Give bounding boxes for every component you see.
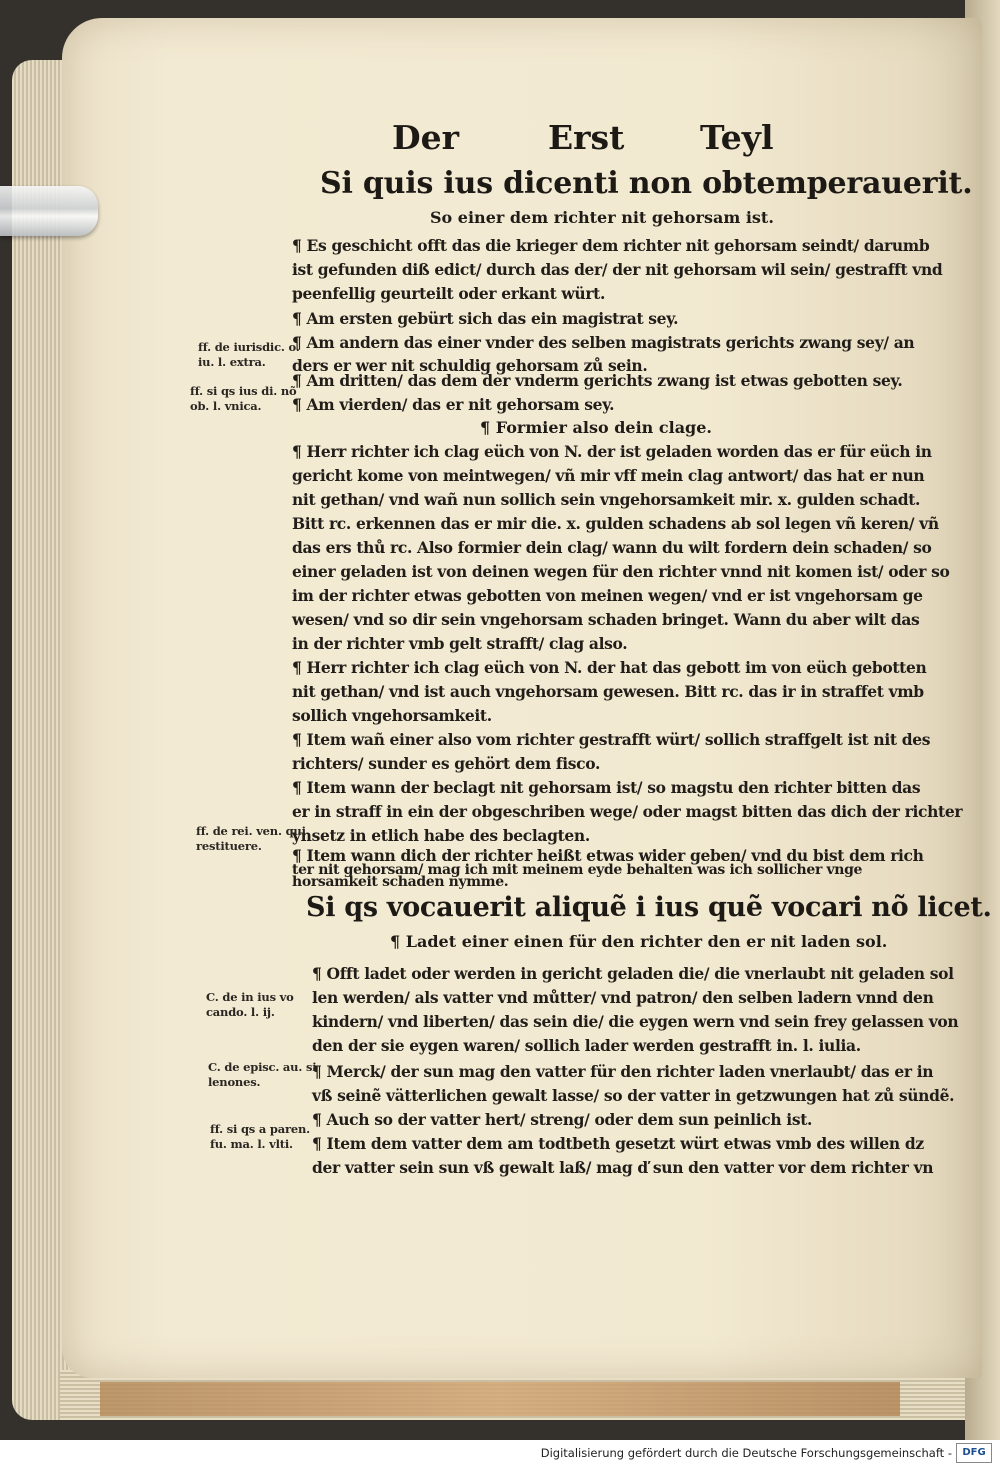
text-line: ¶ Item wann dich der richter heißt etwas wider geben/ vnd du bist dem rich xyxy=(292,846,924,865)
text-line: nit gethan/ vnd wañ nun sollich sein vngehorsamkeit mir. x. gulden schadt. xyxy=(292,490,921,509)
text-line: im der richter etwas gebotten von meinen wegen/ vnd er ist vngehorsam ge xyxy=(292,586,923,605)
text-line: peenfellig geurteilt oder erkant würt. xyxy=(292,284,606,303)
margin-note: C. de in ius vo xyxy=(206,990,294,1004)
text-line: kindern/ vnd liberten/ das sein die/ die eygen wern vnd sein frey gelassen von xyxy=(312,1012,959,1031)
text-line: wesen/ vnd so dir sein vngehorsam schaden bringet. Wann du aber wilt das xyxy=(292,610,920,629)
text-line: ¶ Es geschicht offt das die krieger dem richter nit gehorsam seindt/ darumb xyxy=(292,236,930,255)
page-clamp xyxy=(0,186,98,236)
margin-note: ff. si qs ius di. nõ xyxy=(190,384,297,398)
section1-title: Si quis ius dicenti non obtemperauerit. xyxy=(320,166,973,201)
text-line: in der richter vmb gelt strafft/ clag also. xyxy=(292,634,628,653)
text-line: ¶ Offt ladet oder werden in gericht geladen die/ die vnerlaubt nit geladen sol xyxy=(312,964,954,983)
book-cover-strip xyxy=(100,1382,900,1416)
text-line: der vatter sein sun vß gewalt laß/ mag ď sun den vatter vor dem richter vn xyxy=(312,1158,934,1177)
margin-note: C. de episc. au. si xyxy=(208,1060,317,1074)
running-header xyxy=(0,118,1000,166)
text-line: ¶ Item wann der beclagt nit gehorsam ist/ so magstu den richter bitten das xyxy=(292,778,921,797)
text-line: Bitt rc. erkennen das er mir die. x. gulden schadens ab sol legen vñ keren/ vñ xyxy=(292,514,939,533)
header-middle: Erst xyxy=(548,118,625,157)
margin-note: ob. l. vnica. xyxy=(190,399,262,413)
text-line: ¶ Item dem vatter dem am todtbeth gesetzt würt etwas vmb des willen dz xyxy=(312,1134,924,1153)
section2-subtitle: ¶ Ladet einer einen für den richter den er nit laden sol. xyxy=(390,932,888,951)
margin-note: restituere. xyxy=(196,839,262,853)
text-line: ist gefunden diß edict/ durch das der/ der nit gehorsam wil sein/ gestrafft vnd xyxy=(292,260,943,279)
text-line: nit gethan/ vnd ist auch vngehorsam gewesen. Bitt rc. das ir in straffet vmb xyxy=(292,682,924,701)
text-line: den der sie eygen waren/ sollich lader werden gestrafft in. l. iulia. xyxy=(312,1036,861,1055)
dfg-logo: DFG xyxy=(956,1443,992,1463)
text-line: ¶ Am andern das einer vnder des selben magistrats gerichts zwang sey/ an xyxy=(292,333,915,352)
section2-title: Si qs vocauerit aliquẽ i ius quẽ vocari nõ licet. xyxy=(306,892,992,923)
margin-note: fu. ma. l. vlti. xyxy=(210,1137,293,1151)
text-line: len werden/ als vatter vnd můtter/ vnd patron/ den selben ladern vnnd den xyxy=(312,988,934,1007)
text-line: ¶ Herr richter ich clag eüch von N. der ist geladen worden das er für eüch in xyxy=(292,442,932,461)
text-line: richters/ sunder es gehört dem fisco. xyxy=(292,754,601,773)
text-line: ¶ Item wañ einer also vom richter gestrafft würt/ sollich straffgelt ist nit des xyxy=(292,730,931,749)
text-line: vß seinẽ vätterlichen gewalt lasse/ so der vatter in getzwungen hat zů sündẽ. xyxy=(312,1086,955,1105)
footer-bar xyxy=(0,1440,1000,1466)
text-line: das ers thů rc. Also formier dein clag/ wann du wilt fordern dein schaden/ so xyxy=(292,538,932,557)
text-line: gericht kome von meintwegen/ vñ mir vff mein clag antwort/ das hat er nun xyxy=(292,466,925,485)
margin-note: ff. si qs a paren. xyxy=(210,1122,310,1136)
text-line: ¶ Am dritten/ das dem der vnderm gerichts zwang ist etwas gebotten sey. xyxy=(292,371,903,390)
text-line: einer geladen ist von deinen wegen für den richter vnnd nit komen ist/ oder so xyxy=(292,562,950,581)
footer-credit: Digitalisierung gefördert durch die Deutsche Forschungsgemeinschaft - xyxy=(540,1446,952,1460)
header-left: Der xyxy=(392,118,459,157)
text-line: ¶ Merck/ der sun mag den vatter für den richter laden vnerlaubt/ das er in xyxy=(312,1062,934,1081)
text-line: horsamkeit schaden nymme. xyxy=(292,874,509,890)
text-line: ter nit gehorsam/ mag ich mit meinem eyde behalten was ich sollicher vnge xyxy=(292,862,863,878)
text-line: ¶ Auch so der vatter hert/ streng/ oder dem sun peinlich ist. xyxy=(312,1110,813,1129)
margin-note: cando. l. ij. xyxy=(206,1005,275,1019)
section1-subtitle: So einer dem richter nit gehorsam ist. xyxy=(430,208,774,227)
text-line: ¶ Am vierden/ das er nit gehorsam sey. xyxy=(292,395,615,414)
margin-note: lenones. xyxy=(208,1075,261,1089)
text-line: er in straff in ein der obgeschriben wege/ oder magst bitten das dich der richter xyxy=(292,802,963,821)
margin-note: iu. l. extra. xyxy=(198,355,266,369)
margin-note: ff. de rei. ven. qui xyxy=(196,824,306,838)
text-line: ders er wer nit schuldig gehorsam zů sein. xyxy=(292,356,648,375)
header-right: Teyl xyxy=(700,118,774,157)
text-line: ¶ Herr richter ich clag eüch von N. der hat das gebott im von eüch gebotten xyxy=(292,658,927,677)
formula-heading: ¶ Formier also dein clage. xyxy=(480,418,712,437)
margin-note: ff. de iurisdic. o. xyxy=(198,340,300,354)
text-line: ¶ Am ersten gebürt sich das ein magistrat sey. xyxy=(292,309,679,328)
text-line: ynsetz in etlich habe des beclagten. xyxy=(292,826,590,845)
text-line: sollich vngehorsamkeit. xyxy=(292,706,492,725)
